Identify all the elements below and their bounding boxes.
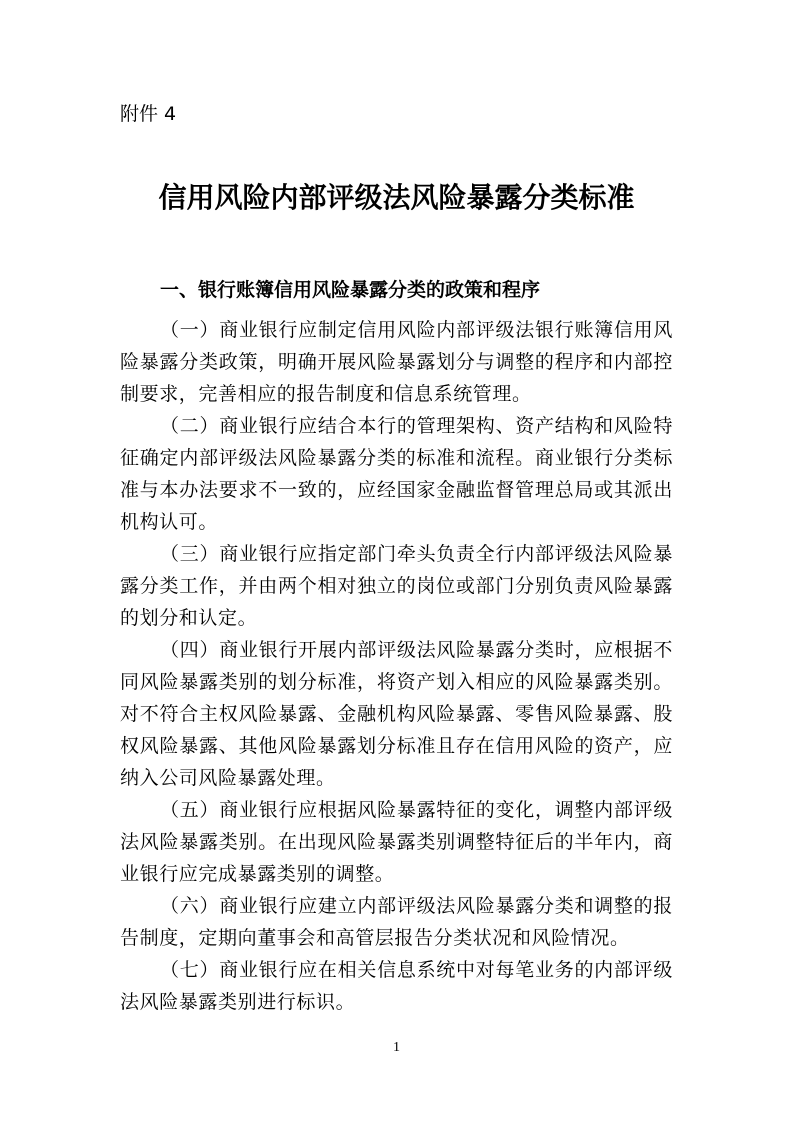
paragraph-6: （六）商业银行应建立内部评级法风险暴露分类和调整的报告制度，定期向董事会和高管层报告分类状况和风险情况。 bbox=[120, 895, 673, 949]
section-heading: 一、银行账簿信用风险暴露分类的政策和程序 bbox=[160, 279, 541, 301]
paragraph-5: （五）商业银行应根据风险暴露特征的变化，调整内部评级法风险暴露类别。在出现风险暴露类别调整特征后的半年内，商业银行应完成暴露类别的调整。 bbox=[120, 799, 673, 885]
document-title: 信用风险内部评级法风险暴露分类标准 bbox=[158, 181, 635, 214]
annex-label: 附件 4 bbox=[120, 103, 177, 125]
document-body bbox=[120, 314, 673, 1018]
paragraph-4: （四）商业银行开展内部评级法风险暴露分类时，应根据不同风险暴露类别的划分标准，将资产划入相应的风险暴露类别。对不符合主权风险暴露、金融机构风险暴露、零售风险暴露、股权风险暴露、其他风险暴露划分标准且存在信用风险的资产，应纳入公司风险暴露处理。 bbox=[120, 639, 673, 789]
paragraph-7: （七）商业银行应在相关信息系统中对每笔业务的内部评级法风险暴露类别进行标识。 bbox=[120, 959, 673, 1013]
page-number: 1 bbox=[393, 1040, 400, 1055]
paragraph-3: （三）商业银行应指定部门牵头负责全行内部评级法风险暴露分类工作，并由两个相对独立的岗位或部门分别负责风险暴露的划分和认定。 bbox=[120, 543, 673, 629]
paragraph-1: （一）商业银行应制定信用风险内部评级法银行账簿信用风险暴露分类政策，明确开展风险暴露划分与调整的程序和内部控制要求，完善相应的报告制度和信息系统管理。 bbox=[120, 319, 673, 405]
paragraph-2: （二）商业银行应结合本行的管理架构、资产结构和风险特征确定内部评级法风险暴露分类的标准和流程。商业银行分类标准与本办法要求不一致的，应经国家金融监督管理总局或其派出机构认可。 bbox=[120, 415, 673, 533]
